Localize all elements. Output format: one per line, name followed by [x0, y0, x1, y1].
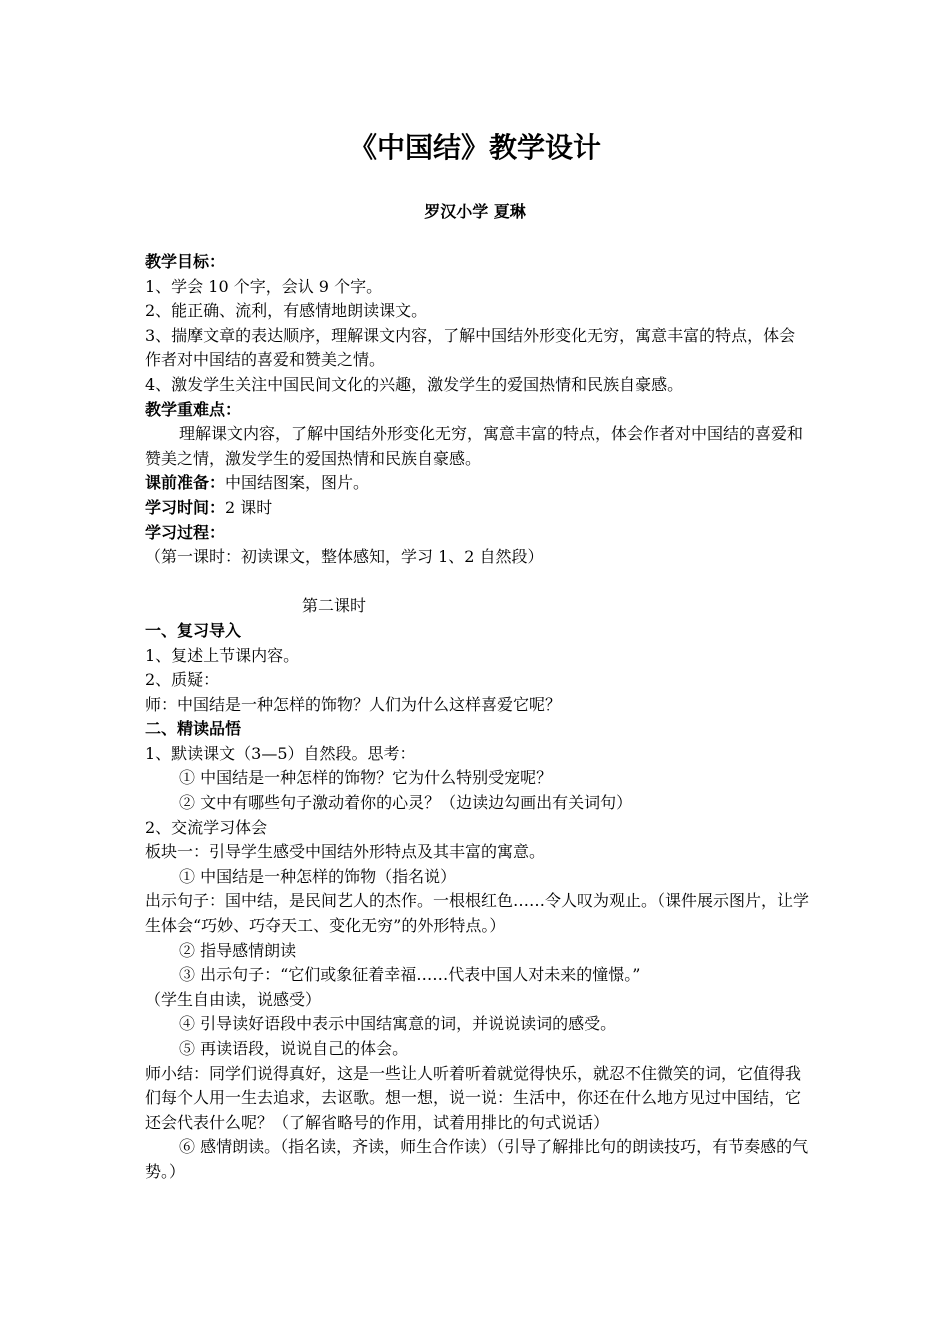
block1-item-5: ⑤ 再读语段，说说自己的体会。	[179, 1039, 409, 1058]
second-lesson-heading: 第二课时	[302, 596, 367, 616]
preparation-line	[145, 471, 810, 496]
section2-question-2: ② 文中有哪些句子激动着你的心灵？（边读边勾画出有关词句）	[179, 793, 633, 813]
section2-question-1: ① 中国结是一种怎样的饰物？它为什么特别受宠呢？	[179, 768, 553, 788]
block1-item-3-note: （学生自由读，说感受）	[145, 989, 322, 1009]
block1-item-3: ③ 出示句子：“它们或象征着幸福……代表中国人对未来的憧憬。”	[179, 965, 641, 985]
study-time-label: 学习时间：	[145, 497, 226, 517]
block1-item-4: ④ 引导读好语段中表示中国结寓意的词，并说说读词的感受。	[179, 1014, 617, 1034]
study-time-line	[145, 496, 810, 521]
goal-item-1: 1、学会 10 个字，会认 9 个字。	[145, 276, 383, 296]
block1-item-1-detail: 出示句子：国中结，是民间艺人的杰作。一根根红色……令人叹为观止。（课件展示图片，让学生体会“巧妙、巧夺天工、变化无穷”的外形特点。）	[145, 891, 810, 936]
key-points-heading: 教学重难点：	[145, 399, 242, 419]
section2-heading: 二、精读品悟	[145, 719, 242, 739]
document-author: 罗汉小学 夏琳	[424, 202, 526, 221]
block1-item-6: ⑥ 感情朗读。（指名读，齐读，师生合作读）（引导了解排比句的朗读技巧，有节奏感的气势。）	[145, 1137, 809, 1181]
goal-item-3: 3、揣摩文章的表达顺序，理解课文内容，了解中国结外形变化无穷，寓意丰富的特点，体会作者对中国结的喜爱和赞美之情。	[145, 325, 796, 370]
teacher-summary: 师小结：同学们说得真好，这是一些让人听着听着就觉得快乐，就忍不住微笑的词，它值得我们每个人用一生去追求，去讴歌。想一想，说一说：生活中，你还在什么地方见过中国结，它还会代表什么呢？（了解省略号的作用，试着用排比的句式说话）	[145, 1063, 802, 1132]
goals-heading: 教学目标：	[145, 252, 226, 271]
block1-heading: 板块一：引导学生感受中国结外形特点及其丰富的寓意。	[145, 842, 546, 862]
document-body	[145, 250, 810, 1185]
first-lesson-note: （第一课时：初读课文，整体感知，学习 1、2 自然段）	[145, 547, 544, 567]
section1-heading: 一、复习导入	[145, 620, 242, 640]
block1-item-1: ① 中国结是一种怎样的饰物（指名说）	[179, 866, 457, 886]
block1-item-2: ② 指导感情朗读	[179, 940, 297, 960]
section1-line-3: 师：中国结是一种怎样的饰物？人们为什么这样喜爱它呢？	[145, 694, 562, 714]
section1-line-2: 2、质疑：	[145, 670, 220, 690]
study-time-value: 2 课时	[225, 497, 273, 517]
section2-step1: 1、默读课文（3—5）自然段。思考：	[145, 743, 416, 763]
goal-item-2: 2、能正确、流利，有感情地朗读课文。	[145, 301, 428, 321]
goal-item-4: 4、激发学生关注中国民间文化的兴趣，激发学生的爱国热情和民族自豪感。	[145, 374, 684, 394]
spacer	[145, 570, 810, 595]
key-points-text: 理解课文内容，了解中国结外形变化无穷，寓意丰富的特点，体会作者对中国结的喜爱和赞美之情，激发学生的爱国热情和民族自豪感。	[145, 424, 804, 468]
document-title: 《中国结》教学设计	[348, 131, 601, 164]
preparation-value: 中国结图案，图片。	[225, 473, 370, 493]
section1-line-1: 1、复述上节课内容。	[145, 645, 300, 665]
preparation-label: 课前准备：	[145, 473, 226, 493]
process-heading: 学习过程：	[145, 522, 226, 542]
section2-step2: 2、交流学习体会	[145, 817, 268, 837]
